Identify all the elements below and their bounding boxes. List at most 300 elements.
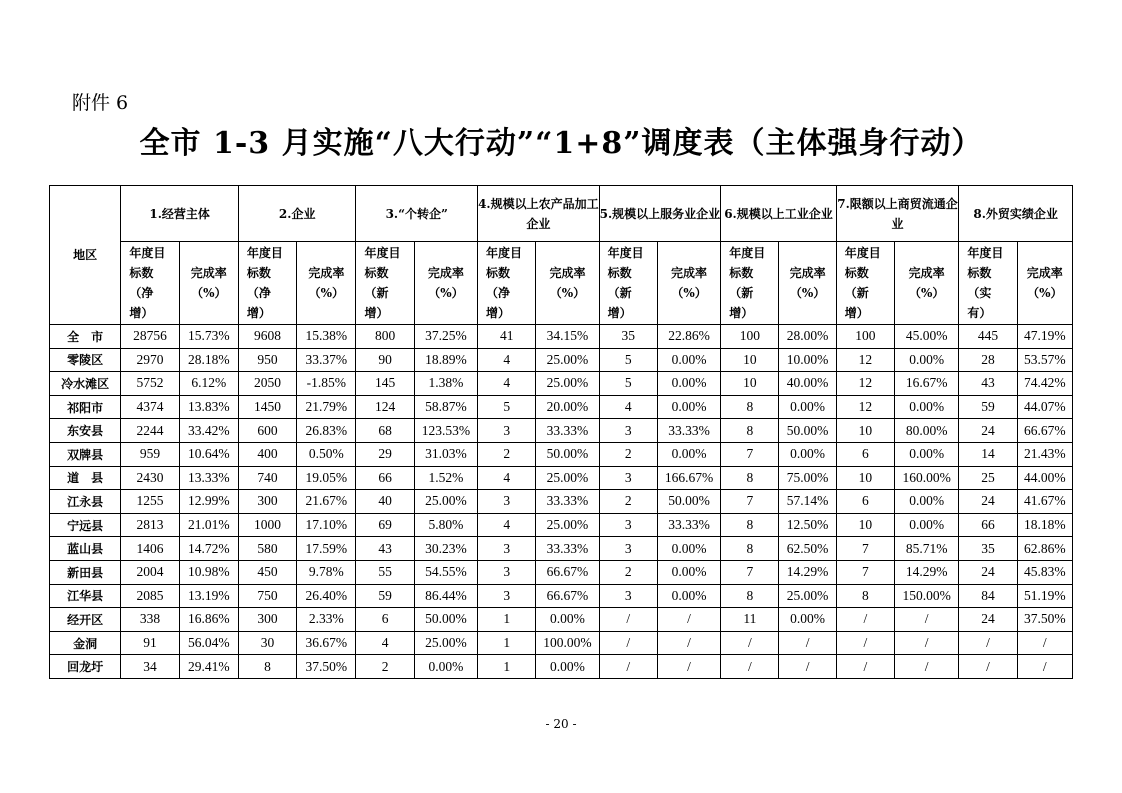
rate-cell: 25.00% [536,513,599,537]
rate-cell: 0.00% [657,442,720,466]
rate-cell: 54.55% [414,560,477,584]
target-cell: 59 [356,584,414,608]
target-subheader-line: 年度目 [729,246,766,260]
target-cell: 10 [721,372,779,396]
target-subheader-line: 标数 [129,266,154,280]
rate-cell: 0.00% [895,348,959,372]
target-cell: / [599,631,657,655]
rate-cell: 0.00% [657,537,720,561]
target-cell: 91 [121,631,179,655]
target-cell: 600 [238,419,296,443]
target-cell: / [959,631,1017,655]
rate-cell: / [895,608,959,632]
group-header: 1.经营主体 [121,186,239,242]
rate-cell: 62.86% [1017,537,1072,561]
rate-subheader-line: 完成率 [671,266,708,280]
target-cell: 28756 [121,325,179,349]
target-cell: 30 [238,631,296,655]
rate-cell: 13.83% [179,395,238,419]
table-row [50,584,1073,608]
rate-cell: 166.67% [657,466,720,490]
page-number: - 20 - [545,717,577,731]
rate-cell: / [1017,655,1072,679]
rate-cell: 50.00% [536,442,599,466]
rate-cell: 25.00% [536,372,599,396]
rate-cell: 41.67% [1017,490,1072,514]
target-cell: 10 [721,348,779,372]
rate-cell: 0.00% [657,560,720,584]
target-cell: 12 [836,348,894,372]
rate-cell: 0.00% [536,655,599,679]
rate-cell: 0.00% [536,608,599,632]
target-subheader-line: 增） [486,306,511,320]
target-cell: 24 [959,419,1017,443]
rate-cell: 0.00% [657,584,720,608]
table-row [50,631,1073,655]
target-cell: 740 [238,466,296,490]
target-cell: 4 [356,631,414,655]
target-cell: 24 [959,560,1017,584]
rate-cell: 22.86% [657,325,720,349]
rate-cell: -1.85% [297,372,356,396]
rate-cell: 26.83% [297,419,356,443]
rate-cell: / [657,631,720,655]
rate-cell: 50.00% [414,608,477,632]
rate-cell: 40.00% [779,372,836,396]
rate-cell: 56.04% [179,631,238,655]
rate-cell: 18.18% [1017,513,1072,537]
rate-cell: 25.00% [536,466,599,490]
rate-cell: 18.89% [414,348,477,372]
target-cell: 100 [836,325,894,349]
rate-cell: 37.50% [297,655,356,679]
target-cell: 7 [721,490,779,514]
target-cell: 90 [356,348,414,372]
target-cell: 445 [959,325,1017,349]
region-cell: 江永县 [50,490,121,514]
target-subheader-line: （净 [486,286,511,300]
target-cell: 580 [238,537,296,561]
region-cell: 新田县 [50,560,121,584]
target-cell: 40 [356,490,414,514]
rate-cell: 50.00% [779,419,836,443]
target-cell: / [599,608,657,632]
target-cell: / [599,655,657,679]
region-cell: 金洞 [50,631,121,655]
target-cell: 7 [721,560,779,584]
rate-cell: 17.59% [297,537,356,561]
rate-cell: 33.33% [536,490,599,514]
target-subheader-line: （新 [729,286,754,300]
rate-cell: / [1017,631,1072,655]
rate-cell: 45.83% [1017,560,1072,584]
target-cell: 5752 [121,372,179,396]
target-cell: 1450 [238,395,296,419]
target-cell: 68 [356,419,414,443]
target-cell: 3 [599,513,657,537]
target-cell: / [721,655,779,679]
target-cell: 6 [836,442,894,466]
target-cell: 4 [478,372,536,396]
target-cell: 14 [959,442,1017,466]
rate-cell: 123.53% [414,419,477,443]
rate-cell: 5.80% [414,513,477,537]
target-cell: 11 [721,608,779,632]
rate-cell: 33.42% [179,419,238,443]
table-row [50,537,1073,561]
target-cell: 29 [356,442,414,466]
rate-subheader-line: （%） [308,286,345,300]
rate-cell: / [895,631,959,655]
rate-cell: 44.00% [1017,466,1072,490]
target-cell: 28 [959,348,1017,372]
target-subheader-line: 增） [246,306,271,320]
rate-subheader [1017,242,1072,325]
target-cell: 2 [356,655,414,679]
target-subheader-line: （新 [607,286,632,300]
target-cell: 8 [721,537,779,561]
rate-cell: 10.00% [779,348,836,372]
target-cell: 2 [599,442,657,466]
target-cell: 69 [356,513,414,537]
target-subheader-line: 标数 [967,266,992,280]
group-header: 5.规模以上服务业企业 [599,186,721,242]
region-cell: 江华县 [50,584,121,608]
target-cell: / [836,655,894,679]
target-cell: 2 [599,490,657,514]
rate-cell: 47.19% [1017,325,1072,349]
target-cell: 3 [478,584,536,608]
target-subheader-line: 年度目 [486,246,523,260]
rate-cell: 0.00% [657,348,720,372]
rate-cell: / [657,608,720,632]
target-subheader-line: 增） [844,306,869,320]
target-cell: 800 [356,325,414,349]
rate-cell: 37.50% [1017,608,1072,632]
target-cell: 300 [238,490,296,514]
rate-cell: 66.67% [1017,419,1072,443]
rate-subheader [657,242,720,325]
rate-cell: 75.00% [779,466,836,490]
target-cell: 3 [599,466,657,490]
rate-cell: 34.15% [536,325,599,349]
target-cell: 24 [959,608,1017,632]
region-cell: 零陵区 [50,348,121,372]
target-cell: 7 [836,537,894,561]
target-cell: 5 [599,348,657,372]
rate-cell: 14.29% [779,560,836,584]
target-subheader-line: 年度目 [129,246,166,260]
target-cell: 1 [478,608,536,632]
target-cell: 43 [959,372,1017,396]
target-cell: 300 [238,608,296,632]
rate-cell: 14.29% [895,560,959,584]
group-header: 8.外贸实绩企业 [959,186,1073,242]
rate-subheader-line: 完成率 [908,266,945,280]
target-subheader [356,242,414,325]
rate-cell: 19.05% [297,466,356,490]
target-subheader-line: 年度目 [967,246,1004,260]
target-cell: 5 [599,372,657,396]
target-subheader-line: 年度目 [844,246,881,260]
rate-subheader [779,242,836,325]
target-subheader-line: 标数 [607,266,632,280]
target-cell: 8 [721,584,779,608]
table-row [50,608,1073,632]
target-cell: 4 [478,348,536,372]
target-cell: 10 [836,466,894,490]
target-subheader-line: （实 [967,286,992,300]
rate-subheader-line: （%） [549,286,586,300]
target-subheader-line: 增） [607,306,632,320]
rate-cell: 57.14% [779,490,836,514]
target-subheader-line: 年度目 [246,246,283,260]
rate-cell: 29.41% [179,655,238,679]
target-cell: 34 [121,655,179,679]
target-cell: 4 [599,395,657,419]
rate-cell: 66.67% [536,560,599,584]
target-subheader-line: 年度目 [607,246,644,260]
rate-subheader [536,242,599,325]
rate-cell: 33.33% [536,419,599,443]
target-cell: 8 [721,395,779,419]
rate-cell: / [895,655,959,679]
table-row [50,655,1073,679]
rate-cell: 74.42% [1017,372,1072,396]
target-cell: 3 [478,560,536,584]
target-subheader [121,242,179,325]
target-cell: 66 [959,513,1017,537]
rate-cell: 25.00% [414,631,477,655]
rate-subheader-line: （%） [191,286,227,300]
target-subheader-line: （净 [129,286,154,300]
target-cell: 100 [721,325,779,349]
rate-subheader-line: （%） [428,286,464,300]
rate-cell: 36.67% [297,631,356,655]
target-cell: 2 [599,560,657,584]
rate-cell: 10.98% [179,560,238,584]
target-subheader-line: 标数 [246,266,271,280]
target-subheader-line: 标数 [844,266,869,280]
rate-subheader-line: 完成率 [789,266,826,280]
rate-cell: 14.72% [179,537,238,561]
target-cell: 950 [238,348,296,372]
rate-cell: 58.87% [414,395,477,419]
rate-cell: 80.00% [895,419,959,443]
rate-cell: 10.64% [179,442,238,466]
document-title: 全市 1-3 月实施“八大行动”“1+8”调度表（主体强身行动） [139,126,983,161]
rate-cell: 44.07% [1017,395,1072,419]
annex-label: 附件 6 [72,92,129,114]
target-cell: 1406 [121,537,179,561]
target-cell: 450 [238,560,296,584]
target-cell: 959 [121,442,179,466]
target-subheader-line: 增） [364,306,389,320]
target-cell: 12 [836,395,894,419]
group-header: 2.企业 [238,186,356,242]
target-cell: 3 [478,419,536,443]
group-header: 3.“个转企” [356,186,478,242]
target-subheader-line: 有） [967,306,992,320]
rate-cell: 0.00% [895,395,959,419]
target-cell: 8 [238,655,296,679]
target-cell: 10 [836,419,894,443]
table-row [50,348,1073,372]
rate-cell: 1.38% [414,372,477,396]
target-cell: / [721,631,779,655]
target-cell: 25 [959,466,1017,490]
rate-cell: 50.00% [657,490,720,514]
rate-subheader-line: （%） [671,286,707,300]
rate-cell: 21.01% [179,513,238,537]
rate-cell: 25.00% [536,348,599,372]
rate-cell: 66.67% [536,584,599,608]
region-header: 地区 [50,186,121,325]
target-cell: 3 [599,537,657,561]
target-cell: 2244 [121,419,179,443]
target-subheader-line: 标数 [486,266,511,280]
region-cell: 东安县 [50,419,121,443]
target-subheader-line: 标数 [729,266,754,280]
target-cell: 4 [478,466,536,490]
target-cell: 1 [478,655,536,679]
rate-cell: 0.00% [779,442,836,466]
target-cell: 2004 [121,560,179,584]
target-subheader [599,242,657,325]
target-cell: 2050 [238,372,296,396]
target-cell: 8 [721,466,779,490]
target-cell: 59 [959,395,1017,419]
target-cell: 8 [721,513,779,537]
rate-cell: 12.50% [779,513,836,537]
region-cell: 冷水滩区 [50,372,121,396]
rate-cell: 2.33% [297,608,356,632]
target-cell: 400 [238,442,296,466]
target-cell: 1000 [238,513,296,537]
rate-cell: 21.67% [297,490,356,514]
rate-cell: 31.03% [414,442,477,466]
rate-cell: 0.00% [414,655,477,679]
rate-cell: 16.67% [895,372,959,396]
target-cell: 750 [238,584,296,608]
rate-cell: 33.37% [297,348,356,372]
group-header: 7.限额以上商贸流通企业 [836,186,959,242]
rate-cell: 33.33% [657,513,720,537]
rate-cell: 21.43% [1017,442,1072,466]
rate-subheader-line: 完成率 [549,266,586,280]
target-cell: / [959,655,1017,679]
rate-cell: 28.00% [779,325,836,349]
target-cell: 3 [478,490,536,514]
rate-subheader [895,242,959,325]
rate-cell: 28.18% [179,348,238,372]
rate-subheader-line: （%） [789,286,826,300]
rate-cell: 0.00% [895,490,959,514]
region-cell: 宁远县 [50,513,121,537]
target-cell: 3 [599,419,657,443]
rate-cell: 100.00% [536,631,599,655]
target-cell: 1255 [121,490,179,514]
target-subheader [721,242,779,325]
rate-cell: 0.00% [657,395,720,419]
table-row [50,419,1073,443]
target-cell: 2 [478,442,536,466]
rate-subheader-line: 完成率 [308,266,345,280]
target-cell: 41 [478,325,536,349]
rate-cell: 33.33% [536,537,599,561]
rate-cell: 20.00% [536,395,599,419]
table-row [50,372,1073,396]
target-cell: 7 [721,442,779,466]
region-cell: 全 市 [50,325,121,349]
target-subheader-line: 增） [729,306,754,320]
rate-cell: 17.10% [297,513,356,537]
target-cell: / [836,608,894,632]
target-subheader [959,242,1017,325]
target-cell: 338 [121,608,179,632]
rate-cell: 62.50% [779,537,836,561]
rate-cell: 53.57% [1017,348,1072,372]
rate-cell: 0.00% [779,395,836,419]
table-row [50,325,1073,349]
rate-cell: 13.33% [179,466,238,490]
target-cell: 43 [356,537,414,561]
rate-cell: 30.23% [414,537,477,561]
target-cell: 55 [356,560,414,584]
table-row [50,442,1073,466]
table-row [50,513,1073,537]
target-cell: 124 [356,395,414,419]
target-cell: 10 [836,513,894,537]
target-cell: 66 [356,466,414,490]
target-cell: 8 [836,584,894,608]
rate-cell: / [779,655,836,679]
target-subheader-line: 标数 [364,266,389,280]
rate-subheader [179,242,238,325]
rate-cell: 25.00% [414,490,477,514]
target-subheader-line: 增） [129,306,154,320]
rate-cell: 37.25% [414,325,477,349]
rate-subheader-line: 完成率 [1026,266,1063,280]
rate-subheader-line: （%） [908,286,945,300]
rate-cell: 86.44% [414,584,477,608]
rate-cell: / [657,655,720,679]
rate-cell: 0.00% [895,442,959,466]
target-subheader [478,242,536,325]
rate-subheader-line: 完成率 [427,266,464,280]
target-cell: 4 [478,513,536,537]
target-subheader [836,242,894,325]
table-row [50,490,1073,514]
rate-cell: 6.12% [179,372,238,396]
target-cell: 12 [836,372,894,396]
region-cell: 道 县 [50,466,121,490]
target-cell: 2430 [121,466,179,490]
region-cell: 蓝山县 [50,537,121,561]
target-cell: / [836,631,894,655]
target-subheader-line: （新 [364,286,389,300]
rate-cell: 25.00% [779,584,836,608]
target-subheader [238,242,296,325]
rate-cell: 13.19% [179,584,238,608]
target-cell: 145 [356,372,414,396]
target-cell: 3 [478,537,536,561]
region-cell: 回龙圩 [50,655,121,679]
target-cell: 5 [478,395,536,419]
region-cell: 经开区 [50,608,121,632]
rate-subheader [297,242,356,325]
target-cell: 35 [599,325,657,349]
